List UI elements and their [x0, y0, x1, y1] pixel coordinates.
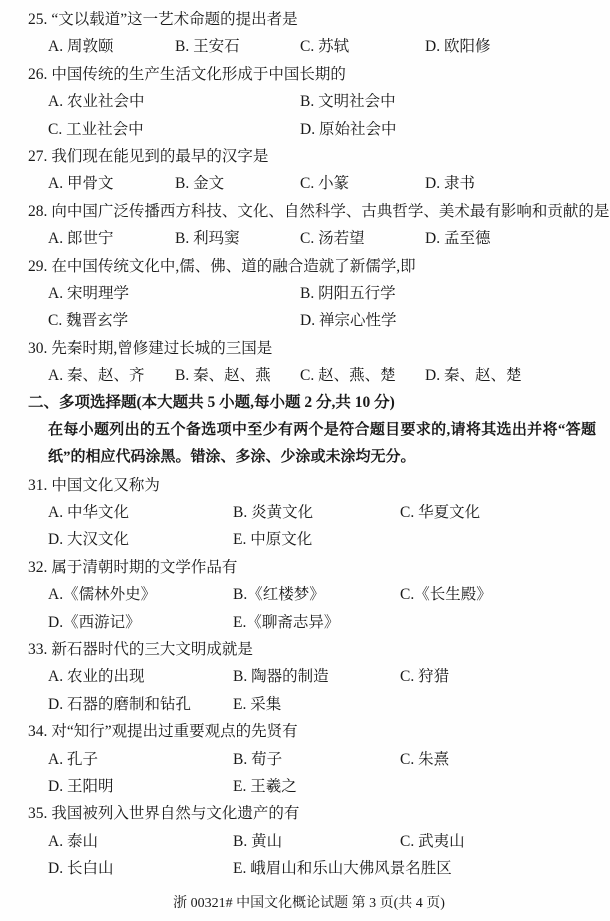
option-c: C. 狩猎 — [400, 668, 450, 686]
option-row — [28, 499, 590, 526]
option-e: E. 王羲之 — [233, 777, 297, 795]
question — [28, 253, 590, 335]
question-text: “文以载道”这一艺术命题的提出者是 — [51, 11, 298, 28]
option-a: A. 宋明理学 — [48, 284, 129, 302]
option-e: E.《聊斋志异》 — [233, 613, 340, 631]
option-b: B. 荀子 — [233, 750, 283, 768]
question-stem — [28, 472, 590, 499]
option-d: D. 禅宗心性学 — [300, 312, 397, 330]
option-a: A. 泰山 — [48, 832, 98, 850]
question-text: 我们现在能见到的最早的汉字是 — [51, 147, 269, 165]
option-a: A. 农业的出现 — [48, 668, 145, 686]
question-text: 在中国传统文化中,儒、佛、道的融合造就了新儒学,即 — [51, 257, 416, 275]
option-e: E. 峨眉山和乐山大佛风景名胜区 — [233, 860, 452, 878]
option-a: A. 秦、赵、齐 — [48, 367, 145, 385]
question-stem — [28, 718, 590, 745]
option-row — [28, 33, 590, 60]
option-c: C. 赵、燕、楚 — [300, 367, 396, 385]
question-text: 先秦时期,曾修建过长城的三国是 — [51, 339, 273, 357]
option-row — [28, 691, 590, 718]
option-a: A. 周敦颐 — [48, 38, 114, 56]
question — [28, 636, 590, 718]
option-row — [28, 225, 590, 252]
option-d: D. 孟至德 — [425, 230, 491, 248]
option-d: D. 原始社会中 — [300, 120, 397, 138]
option-b: B. 陶器的制造 — [233, 668, 329, 686]
option-a: A. 甲骨文 — [48, 175, 114, 193]
option-c: C. 魏晋玄学 — [48, 312, 129, 330]
question — [28, 554, 590, 636]
option-a: A. 中华文化 — [48, 504, 129, 522]
question-text: 新石器时代的三大文明成就是 — [51, 641, 253, 659]
question — [28, 143, 590, 198]
option-row — [28, 663, 590, 690]
option-row — [28, 88, 590, 115]
option-row — [28, 170, 590, 197]
option-d: D. 隶书 — [425, 175, 475, 193]
option-c: C. 小篆 — [300, 175, 350, 193]
question-text: 中国文化又称为 — [51, 476, 160, 494]
option-a: A. 孔子 — [48, 750, 98, 768]
option-b: B. 金文 — [175, 175, 225, 193]
option-b: B. 王安石 — [175, 38, 240, 56]
question-number: 28. — [28, 202, 48, 220]
part1-single-choice-questions — [28, 6, 610, 389]
question-stem — [28, 143, 590, 170]
option-e: E. 中原文化 — [233, 531, 313, 549]
option-c: C.《长生殿》 — [400, 586, 492, 604]
question-number: 34. — [28, 723, 48, 741]
question — [28, 61, 590, 143]
option-row — [28, 362, 590, 389]
question-stem — [28, 335, 590, 362]
question-text: 我国被列入世界自然与文化遗产的有 — [51, 805, 300, 823]
question-text: 对“知行”观提出过重要观点的先贤有 — [51, 723, 298, 741]
option-row — [28, 581, 590, 608]
question-stem — [28, 554, 590, 581]
question-stem — [28, 253, 590, 280]
option-b: B. 炎黄文化 — [233, 504, 314, 522]
question-number: 31. — [28, 476, 48, 494]
question — [28, 800, 590, 882]
page-footer: 浙 00321# 中国文化概论试题 第 3 页(共 4 页) — [173, 895, 445, 911]
option-d: D. 长白山 — [48, 860, 114, 878]
question-number: 29. — [28, 257, 48, 275]
option-a: A.《儒林外史》 — [48, 586, 157, 604]
option-b: B. 黄山 — [233, 832, 283, 850]
option-c: C. 汤若望 — [300, 230, 365, 248]
option-row — [28, 116, 590, 143]
part2-multiple-choice-questions — [28, 472, 590, 883]
option-b: B. 文明社会中 — [300, 93, 396, 111]
option-row — [28, 280, 590, 307]
section2-instructions: 在每小题列出的五个备选项中至少有两个是符合题目要求的,请将其选出并将“答题纸”的相应代码涂黑。错涂、多涂、少涂或未涂均无分。 — [48, 421, 596, 466]
option-c: C. 工业社会中 — [48, 120, 144, 138]
question — [28, 718, 590, 800]
question-number: 27. — [28, 147, 48, 165]
question-number: 32. — [28, 558, 48, 576]
question-stem — [28, 61, 590, 88]
option-row — [28, 307, 590, 334]
question-text: 向中国广泛传播西方科技、文化、自然科学、古典哲学、美术最有影响和贡献的是 — [51, 202, 610, 220]
option-d: D. 欧阳修 — [425, 38, 491, 56]
question-stem — [28, 6, 590, 33]
question-stem — [28, 800, 590, 827]
option-a: A. 郎世宁 — [48, 230, 114, 248]
option-d: D. 王阳明 — [48, 777, 114, 795]
question-stem — [28, 636, 590, 663]
option-e: E. 采集 — [233, 695, 282, 713]
question-text: 属于清朝时期的文学作品有 — [51, 558, 238, 576]
option-row — [28, 746, 590, 773]
question-number: 30. — [28, 339, 48, 357]
option-c: C. 华夏文化 — [400, 504, 481, 522]
option-d: D. 大汉文化 — [48, 531, 129, 549]
option-d: D.《西游记》 — [48, 613, 141, 631]
option-c: C. 武夷山 — [400, 832, 465, 850]
question-number: 25. — [28, 11, 48, 28]
option-c: C. 苏轼 — [300, 38, 350, 56]
option-d: D. 石器的磨制和钻孔 — [48, 695, 191, 713]
option-b: B. 阴阳五行学 — [300, 284, 396, 302]
question-number: 26. — [28, 65, 48, 83]
question-number: 33. — [28, 641, 48, 659]
option-b: B. 秦、赵、燕 — [175, 367, 271, 385]
section2-heading: 二、多项选择题(本大题共 5 小题,每小题 2 分,共 10 分) — [28, 394, 395, 412]
option-b: B. 利玛窦 — [175, 230, 240, 248]
question — [28, 335, 590, 390]
option-row — [28, 828, 590, 855]
option-a: A. 农业社会中 — [48, 93, 145, 111]
option-row — [28, 609, 590, 636]
question — [28, 198, 610, 253]
question-number: 35. — [28, 805, 48, 823]
question — [28, 472, 590, 554]
question — [28, 6, 590, 61]
option-row — [28, 773, 590, 800]
question-stem — [28, 198, 610, 225]
question-text: 中国传统的生产生活文化形成于中国长期的 — [51, 65, 346, 83]
option-b: B.《红楼梦》 — [233, 586, 325, 604]
option-d: D. 秦、赵、楚 — [425, 367, 522, 385]
option-row — [28, 855, 590, 882]
option-c: C. 朱熹 — [400, 750, 450, 768]
option-row — [28, 526, 590, 553]
